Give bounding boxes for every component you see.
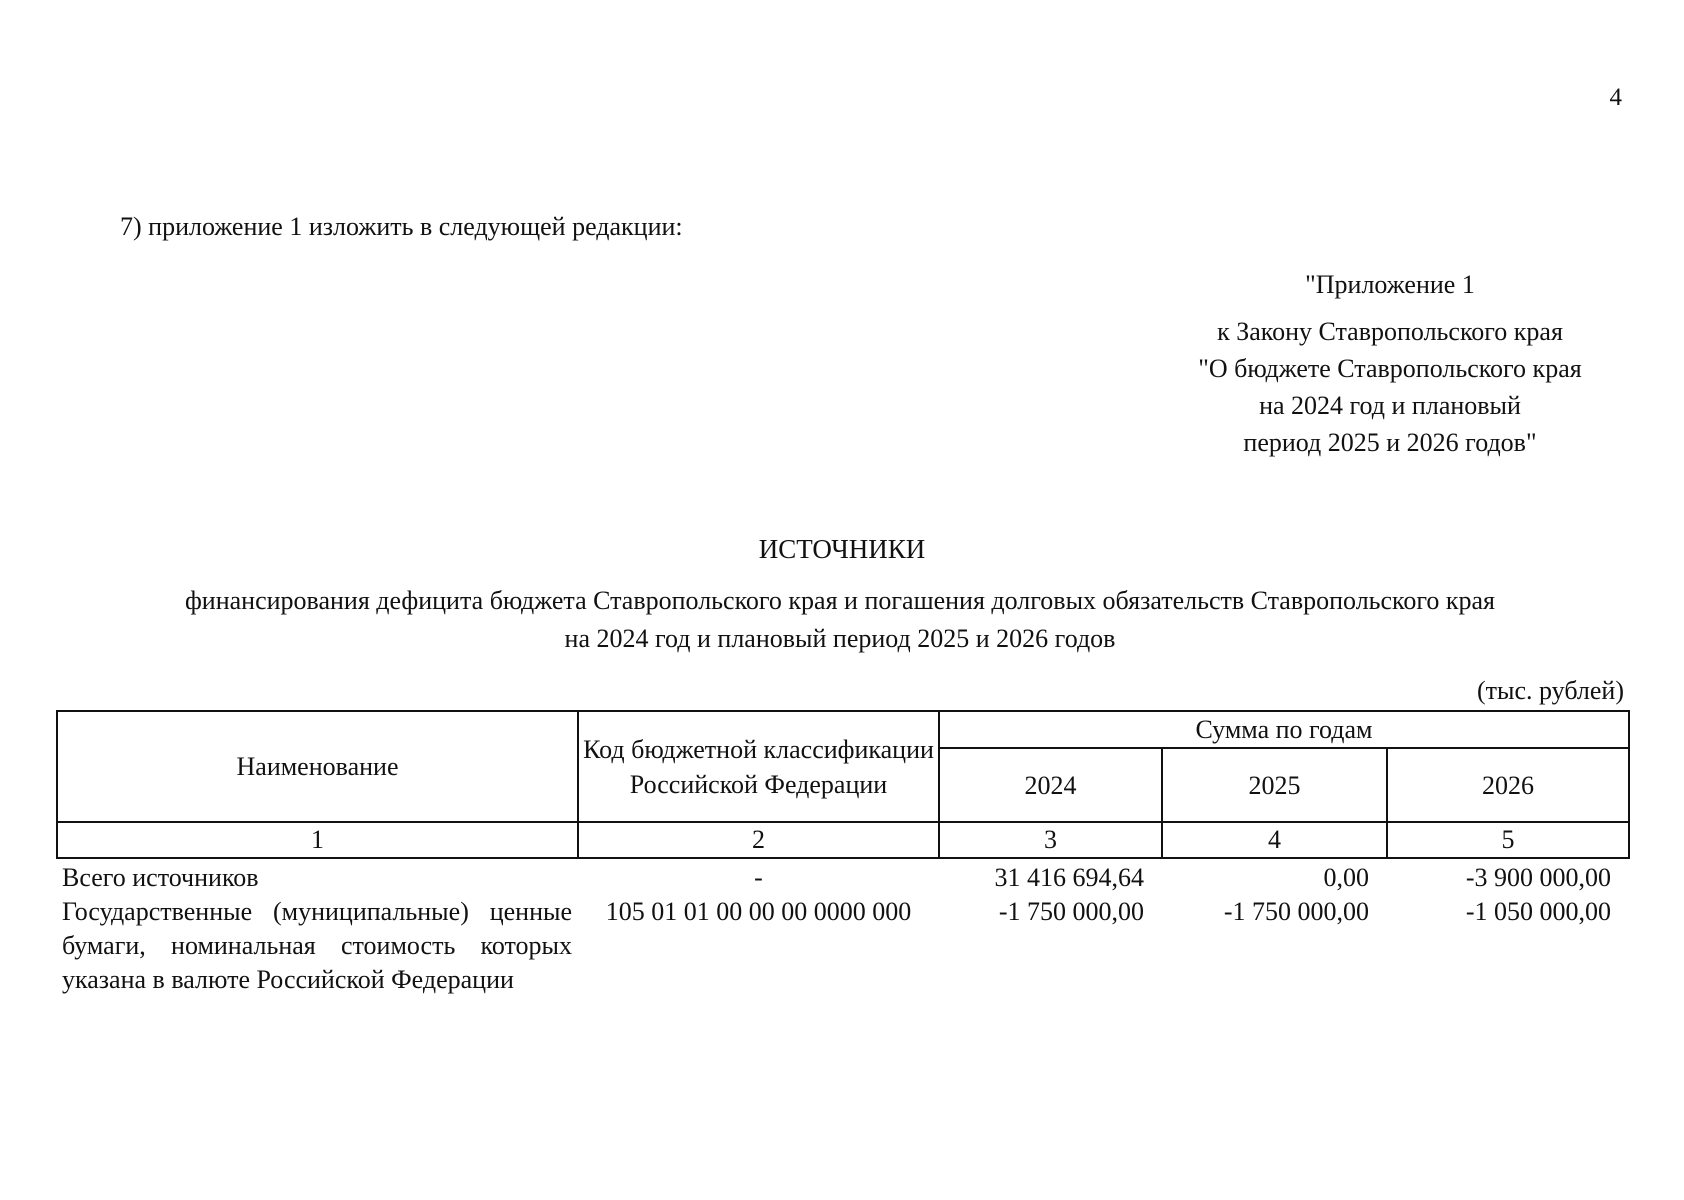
row-value-2026: -3 900 000,00 bbox=[1465, 863, 1611, 892]
subtitle-line-1: финансирования дефицита бюджета Ставропольского края и погашения долговых обязательств Ставропольского края bbox=[184, 586, 1496, 615]
appendix-title: "Приложение 1 bbox=[1305, 270, 1475, 299]
appendix-law-name-line: "О бюджете Ставропольского края bbox=[1198, 354, 1582, 383]
column-number: 2 bbox=[578, 822, 939, 858]
header-year-2025: 2025 bbox=[1162, 748, 1387, 822]
column-number: 1 bbox=[57, 822, 578, 858]
row-code: - bbox=[754, 863, 763, 892]
units-label: (тыс. рублей) bbox=[1476, 676, 1624, 705]
header-year-2024: 2024 bbox=[939, 748, 1162, 822]
row-name: Всего источников bbox=[62, 863, 259, 892]
table-header-row-1 bbox=[57, 711, 1629, 748]
appendix-header bbox=[1150, 266, 1630, 461]
header-name: Наименование bbox=[57, 711, 578, 822]
column-number: 3 bbox=[939, 822, 1162, 858]
row-value-2024: -1 750 000,00 bbox=[998, 897, 1144, 926]
appendix-law-line: к Закону Ставропольского края bbox=[1217, 317, 1563, 346]
page-number: 4 bbox=[1609, 84, 1622, 111]
header-sum-group: Сумма по годам bbox=[939, 711, 1629, 748]
row-value-2026: -1 050 000,00 bbox=[1465, 897, 1611, 926]
row-value-2024: 31 416 694,64 bbox=[994, 863, 1144, 892]
row-name: Государственные (муниципальные) ценные бумаги, номинальная стоимость которых указана в валюте Российской Федерации bbox=[62, 897, 572, 994]
row-value-2025: -1 750 000,00 bbox=[1223, 897, 1369, 926]
document-title: ИСТОЧНИКИ bbox=[758, 534, 926, 564]
column-number: 4 bbox=[1162, 822, 1387, 858]
header-code: Код бюджетной классификации Российской Федерации bbox=[578, 711, 939, 822]
row-value-2025: 0,00 bbox=[1323, 863, 1369, 892]
intro-paragraph: 7) приложение 1 изложить в следующей редакции: bbox=[120, 212, 683, 241]
appendix-law-period-line: период 2025 и 2026 годов" bbox=[1243, 428, 1537, 457]
document-subtitle bbox=[110, 582, 1570, 658]
table-row bbox=[57, 895, 1629, 997]
table-row bbox=[57, 858, 1629, 895]
row-code: 105 01 01 00 00 00 0000 000 bbox=[605, 897, 912, 926]
appendix-law-year-line: на 2024 год и плановый bbox=[1259, 391, 1521, 420]
header-year-2026: 2026 bbox=[1387, 748, 1629, 822]
table-column-numbers-row bbox=[57, 822, 1629, 858]
column-number: 5 bbox=[1387, 822, 1629, 858]
subtitle-line-2: на 2024 год и плановый период 2025 и 2026 годов bbox=[564, 624, 1116, 653]
sources-table bbox=[56, 710, 1630, 997]
